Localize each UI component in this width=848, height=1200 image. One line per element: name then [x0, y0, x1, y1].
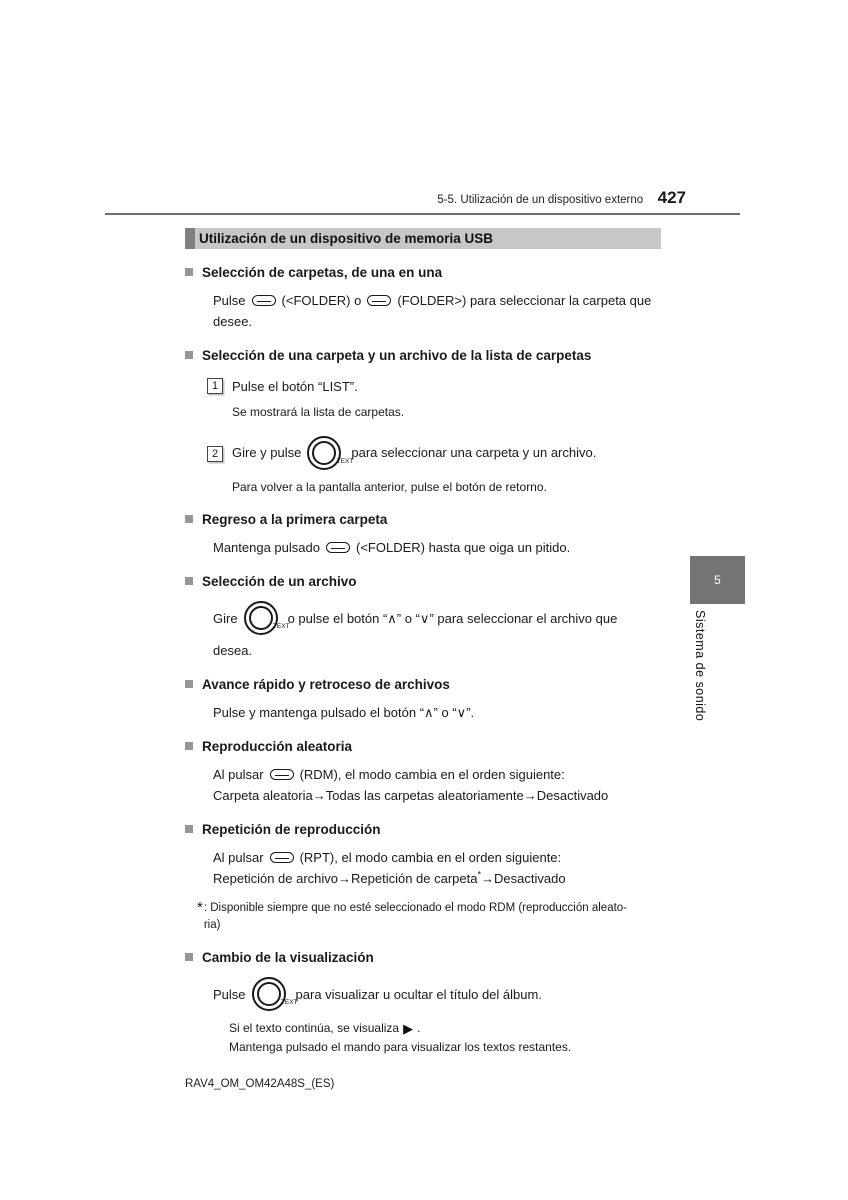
step-text: Pulse el botón “LIST”.	[232, 379, 358, 394]
text-run: (<FOLDER) o	[281, 293, 362, 308]
rdm-button-icon	[270, 769, 294, 780]
text-run: Pulse	[213, 986, 246, 1002]
section-fast-forward	[185, 676, 661, 723]
tune-knob-icon	[252, 977, 298, 1011]
continuation-arrow-icon: ▶	[403, 1021, 414, 1036]
heading-text: Selección de una carpeta y un archivo de la lista de carpetas	[202, 348, 592, 363]
text-run: →Desactivado	[481, 871, 566, 886]
section-heading	[185, 511, 661, 528]
header-divider	[105, 213, 740, 215]
text-line	[213, 847, 661, 868]
section-title-bar	[185, 228, 661, 249]
step-number-box: 2	[207, 446, 223, 462]
step-1	[207, 377, 661, 397]
section-repeat-playback	[185, 821, 661, 934]
text-run: Gire	[213, 610, 238, 626]
section-heading	[185, 821, 661, 838]
text-line	[213, 537, 661, 558]
text-run: : Disponible siempre que no esté seleccionado el modo RDM (reproducción aleato-	[203, 902, 628, 914]
page-header	[105, 188, 686, 208]
footnote-marker: *	[477, 869, 482, 880]
square-bullet-icon	[185, 742, 193, 750]
text-run: Gire y pulse	[232, 445, 302, 460]
step-2	[207, 434, 661, 472]
breadcrumb: 5-5. Utilización de un dispositivo externo	[437, 194, 644, 206]
text-run: Pulse	[213, 293, 246, 308]
folder-button-icon	[367, 295, 391, 306]
body-text	[213, 537, 661, 558]
square-bullet-icon	[185, 268, 193, 276]
step-note: Para volver a la pantalla anterior, pulse el botón de retorno.	[232, 480, 547, 494]
chapter-number: 5	[714, 573, 721, 587]
body-text	[213, 847, 661, 889]
section-heading	[185, 676, 661, 693]
text-line	[213, 764, 661, 785]
text-run: o pulse el botón “∧” o “∨” para seleccionar el archivo que	[287, 610, 618, 626]
square-bullet-icon	[185, 825, 193, 833]
chapter-tab	[690, 556, 745, 604]
text-run: .	[417, 1021, 421, 1035]
footnote-star: *	[197, 899, 203, 916]
section-heading	[185, 949, 661, 966]
text-run: Mantenga pulsado	[213, 540, 320, 555]
text-run: para visualizar u ocultar el título del álbum.	[295, 986, 542, 1002]
note-text	[229, 1019, 661, 1038]
text-run: (RDM), el modo cambia en el orden siguiente:	[299, 767, 565, 782]
text-run: Al pulsar	[213, 767, 264, 782]
text-line: desea.	[213, 643, 253, 658]
step-note: Se mostrará la lista de carpetas.	[232, 405, 405, 419]
text-run: Al pulsar	[213, 850, 264, 865]
knob-label: TEXT	[280, 999, 298, 1006]
footnote	[197, 900, 661, 934]
text-run: Repetición de archivo→Repetición de carpeta	[213, 871, 478, 886]
heading-text: Cambio de la visualización	[202, 950, 374, 965]
section-heading	[185, 573, 661, 590]
text-line: Pulse y mantenga pulsado el botón “∧” o “∨”.	[213, 705, 475, 720]
section-heading	[185, 347, 661, 364]
knob-label: TEXT	[272, 623, 290, 630]
body-text	[213, 975, 661, 1013]
square-bullet-icon	[185, 351, 193, 359]
content-column	[185, 228, 661, 1057]
section-random-playback	[185, 738, 661, 806]
square-bullet-icon	[185, 680, 193, 688]
square-bullet-icon	[185, 577, 193, 585]
tune-knob-icon	[244, 601, 290, 635]
rpt-button-icon	[270, 852, 294, 863]
note-text: Mantenga pulsado el mando para visualizar los textos restantes.	[229, 1040, 572, 1054]
text-line	[213, 868, 661, 889]
page-number: 427	[657, 188, 686, 207]
section-heading	[185, 738, 661, 755]
body-text	[213, 764, 661, 806]
heading-text: Selección de un archivo	[202, 574, 357, 589]
heading-text: Avance rápido y retroceso de archivos	[202, 677, 450, 692]
heading-text: Reproducción aleatoria	[202, 739, 353, 754]
tune-knob-icon	[307, 436, 354, 470]
knob-label: TEXT	[336, 458, 354, 465]
folder-button-icon	[252, 295, 276, 306]
footnote-text	[204, 900, 627, 934]
text-line	[213, 599, 661, 637]
square-bullet-icon	[185, 515, 193, 523]
heading-text: Regreso a la primera carpeta	[202, 512, 388, 527]
section-file-selection	[185, 573, 661, 661]
footer-document-code: RAV4_OM_OM42A48S_(ES)	[185, 1078, 335, 1090]
section-title: Utilización de un dispositivo de memoria USB	[199, 231, 494, 246]
text-line	[213, 975, 661, 1013]
section-heading	[185, 264, 661, 281]
text-run: para seleccionar una carpeta y un archivo.	[351, 445, 597, 460]
body-text	[213, 599, 661, 661]
text-line: desee.	[213, 314, 253, 329]
section-display-change	[185, 949, 661, 1057]
text-line: Carpeta aleatoria→Todas las carpetas aleatoriamente→Desactivado	[213, 788, 609, 803]
body-text	[213, 290, 661, 332]
text-line	[229, 1019, 420, 1038]
section-folder-file-list	[185, 347, 661, 496]
section-folder-selection	[185, 264, 661, 332]
text-run: ria)	[203, 919, 221, 931]
text-run: (<FOLDER) hasta que oiga un pitido.	[355, 540, 571, 555]
folder-button-icon	[326, 542, 350, 553]
chapter-title-vertical: Sistema de sonido	[693, 610, 707, 722]
body-text	[213, 702, 661, 723]
square-bullet-icon	[185, 953, 193, 961]
section-return-first-folder	[185, 511, 661, 558]
heading-text: Repetición de reproducción	[202, 822, 381, 837]
step-number-box: 1	[207, 378, 223, 394]
heading-text: Selección de carpetas, de una en una	[202, 265, 443, 280]
text-line	[213, 290, 661, 311]
text-run: Si el texto continúa, se visualiza	[229, 1021, 400, 1035]
text-line	[232, 434, 596, 472]
text-run: (FOLDER>) para seleccionar la carpeta que	[397, 293, 652, 308]
text-run: (RPT), el modo cambia en el orden siguiente:	[299, 850, 562, 865]
